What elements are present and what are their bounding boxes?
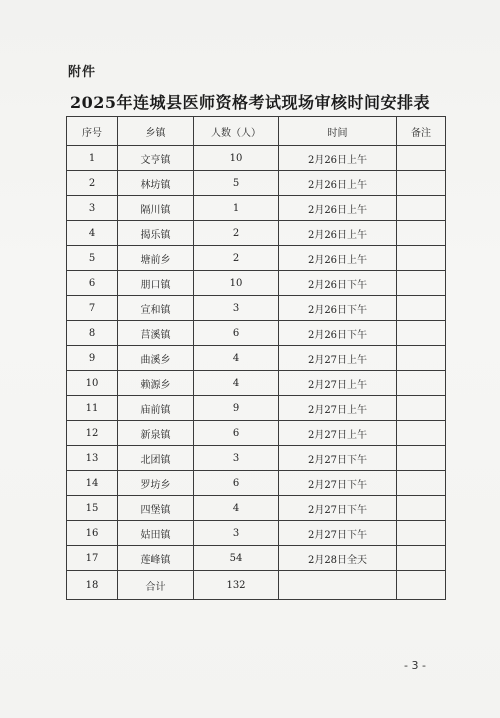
table-row bbox=[67, 571, 446, 600]
cell-index: 2 bbox=[67, 171, 118, 196]
table-row bbox=[67, 371, 446, 396]
cell-time: 2月26日下午 bbox=[279, 321, 397, 346]
table-row bbox=[67, 296, 446, 321]
table-row bbox=[67, 246, 446, 271]
cell-count: 132 bbox=[194, 571, 279, 600]
cell-remarks bbox=[397, 371, 446, 396]
cell-index: 11 bbox=[67, 396, 118, 421]
cell-town: 文亨镇 bbox=[118, 146, 194, 171]
table-row bbox=[67, 221, 446, 246]
cell-count: 1 bbox=[194, 196, 279, 221]
table-header-row bbox=[67, 117, 446, 146]
cell-town: 北团镇 bbox=[118, 446, 194, 471]
cell-index: 5 bbox=[67, 246, 118, 271]
cell-town: 林坊镇 bbox=[118, 171, 194, 196]
cell-remarks bbox=[397, 396, 446, 421]
table-row bbox=[67, 146, 446, 171]
cell-count: 6 bbox=[194, 471, 279, 496]
cell-remarks bbox=[397, 521, 446, 546]
col-header-index: 序号 bbox=[67, 117, 118, 146]
cell-time: 2月27日上午 bbox=[279, 371, 397, 396]
cell-time: 2月27日下午 bbox=[279, 446, 397, 471]
cell-index: 7 bbox=[67, 296, 118, 321]
cell-town: 庙前镇 bbox=[118, 396, 194, 421]
cell-town: 塘前乡 bbox=[118, 246, 194, 271]
cell-time: 2月27日上午 bbox=[279, 346, 397, 371]
cell-town: 莲峰镇 bbox=[118, 546, 194, 571]
cell-town: 隔川镇 bbox=[118, 196, 194, 221]
col-header-remarks: 备注 bbox=[397, 117, 446, 146]
cell-count: 5 bbox=[194, 171, 279, 196]
cell-town: 朋口镇 bbox=[118, 271, 194, 296]
cell-remarks bbox=[397, 421, 446, 446]
table-row bbox=[67, 496, 446, 521]
cell-count: 3 bbox=[194, 521, 279, 546]
cell-time: 2月26日上午 bbox=[279, 246, 397, 271]
cell-index: 17 bbox=[67, 546, 118, 571]
cell-time: 2月27日上午 bbox=[279, 421, 397, 446]
cell-remarks bbox=[397, 196, 446, 221]
cell-town: 新泉镇 bbox=[118, 421, 194, 446]
cell-index: 15 bbox=[67, 496, 118, 521]
table-row bbox=[67, 471, 446, 496]
cell-index: 13 bbox=[67, 446, 118, 471]
cell-time: 2月26日上午 bbox=[279, 221, 397, 246]
cell-time bbox=[279, 571, 397, 600]
attachment-label: 附件 bbox=[68, 65, 97, 80]
cell-index: 8 bbox=[67, 321, 118, 346]
cell-count: 54 bbox=[194, 546, 279, 571]
cell-time: 2月26日下午 bbox=[279, 271, 397, 296]
cell-remarks bbox=[397, 546, 446, 571]
cell-index: 16 bbox=[67, 521, 118, 546]
table-row bbox=[67, 346, 446, 371]
cell-remarks bbox=[397, 471, 446, 496]
cell-time: 2月28日全天 bbox=[279, 546, 397, 571]
cell-count: 2 bbox=[194, 221, 279, 246]
cell-count: 4 bbox=[194, 496, 279, 521]
cell-index: 12 bbox=[67, 421, 118, 446]
cell-time: 2月26日上午 bbox=[279, 171, 397, 196]
table-row bbox=[67, 171, 446, 196]
table-row bbox=[67, 421, 446, 446]
cell-index: 3 bbox=[67, 196, 118, 221]
cell-count: 3 bbox=[194, 296, 279, 321]
cell-index: 9 bbox=[67, 346, 118, 371]
cell-time: 2月26日下午 bbox=[279, 296, 397, 321]
cell-count: 10 bbox=[194, 271, 279, 296]
cell-town: 宣和镇 bbox=[118, 296, 194, 321]
table-row bbox=[67, 271, 446, 296]
cell-count: 4 bbox=[194, 346, 279, 371]
cell-town: 莒溪镇 bbox=[118, 321, 194, 346]
cell-remarks bbox=[397, 171, 446, 196]
table-row bbox=[67, 546, 446, 571]
col-header-town: 乡镇 bbox=[118, 117, 194, 146]
cell-time: 2月27日下午 bbox=[279, 521, 397, 546]
page-number: - 3 - bbox=[404, 659, 426, 672]
cell-town: 四堡镇 bbox=[118, 496, 194, 521]
cell-count: 2 bbox=[194, 246, 279, 271]
cell-index: 1 bbox=[67, 146, 118, 171]
table-row bbox=[67, 521, 446, 546]
cell-remarks bbox=[397, 446, 446, 471]
cell-time: 2月27日上午 bbox=[279, 396, 397, 421]
page-title: 2025年连城县医师资格考试现场审核时间安排表 bbox=[69, 93, 431, 112]
cell-count: 10 bbox=[194, 146, 279, 171]
cell-index: 14 bbox=[67, 471, 118, 496]
cell-count: 6 bbox=[194, 321, 279, 346]
cell-time: 2月26日上午 bbox=[279, 146, 397, 171]
cell-remarks bbox=[397, 271, 446, 296]
table-row bbox=[67, 446, 446, 471]
cell-remarks bbox=[397, 221, 446, 246]
cell-town: 罗坊乡 bbox=[118, 471, 194, 496]
cell-count: 6 bbox=[194, 421, 279, 446]
cell-town: 曲溪乡 bbox=[118, 346, 194, 371]
cell-index: 6 bbox=[67, 271, 118, 296]
cell-count: 3 bbox=[194, 446, 279, 471]
col-header-time: 时间 bbox=[279, 117, 397, 146]
cell-remarks bbox=[397, 346, 446, 371]
table-row bbox=[67, 396, 446, 421]
cell-time: 2月26日上午 bbox=[279, 196, 397, 221]
cell-time: 2月27日下午 bbox=[279, 496, 397, 521]
cell-count: 4 bbox=[194, 371, 279, 396]
cell-index: 4 bbox=[67, 221, 118, 246]
cell-index: 18 bbox=[67, 571, 118, 600]
table-row bbox=[67, 196, 446, 221]
table-body bbox=[67, 146, 446, 600]
cell-remarks bbox=[397, 296, 446, 321]
cell-remarks bbox=[397, 571, 446, 600]
cell-remarks bbox=[397, 496, 446, 521]
cell-count: 9 bbox=[194, 396, 279, 421]
cell-town: 赖源乡 bbox=[118, 371, 194, 396]
cell-town: 合计 bbox=[118, 571, 194, 600]
cell-index: 10 bbox=[67, 371, 118, 396]
col-header-count: 人数（人） bbox=[194, 117, 279, 146]
cell-remarks bbox=[397, 146, 446, 171]
cell-town: 揭乐镇 bbox=[118, 221, 194, 246]
table-row bbox=[67, 321, 446, 346]
cell-town: 姑田镇 bbox=[118, 521, 194, 546]
cell-remarks bbox=[397, 246, 446, 271]
cell-remarks bbox=[397, 321, 446, 346]
schedule-table bbox=[66, 116, 446, 600]
cell-time: 2月27日下午 bbox=[279, 471, 397, 496]
